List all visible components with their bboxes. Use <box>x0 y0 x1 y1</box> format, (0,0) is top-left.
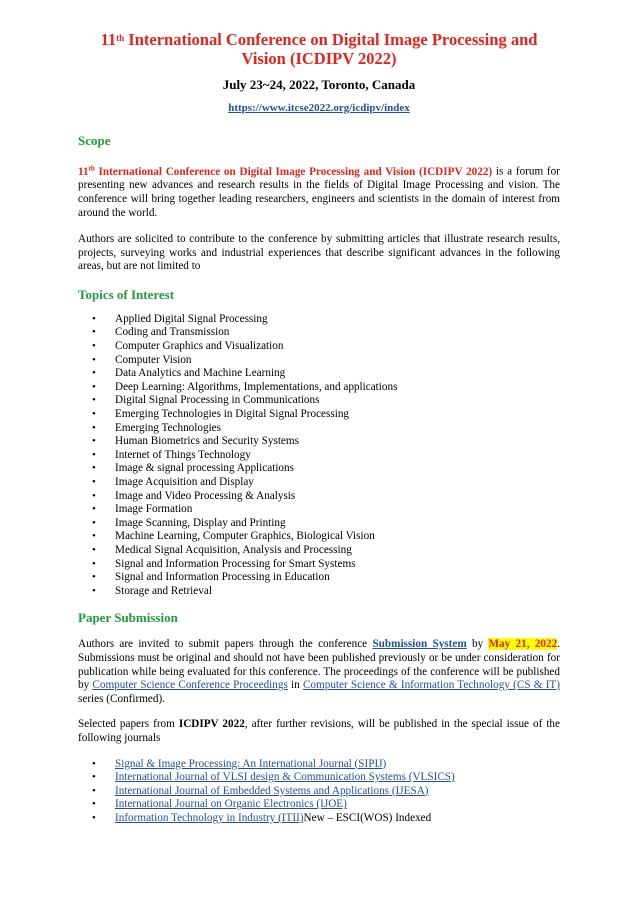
conference-url-link[interactable]: https://www.itcse2022.org/icdipv/index <box>228 102 410 114</box>
topic-item: • Internet of Things Technology <box>115 449 560 463</box>
topic-item: • Data Analytics and Machine Learning <box>115 367 560 381</box>
topic-item: • Storage and Retrieval <box>115 585 560 599</box>
journal-item <box>115 812 560 826</box>
title-line1: International Conference on Digital Image Processing and <box>124 30 538 49</box>
journal-item <box>115 771 560 785</box>
conference-dates: July 23~24, 2022, Toronto, Canada <box>222 77 416 92</box>
submission-deadline: May 21, 2022 <box>488 638 558 651</box>
topics-list <box>78 313 560 598</box>
topic-item: • Machine Learning, Computer Graphics, Biological Vision <box>115 530 560 544</box>
topic-item: • Medical Signal Acquisition, Analysis and Processing <box>115 544 560 558</box>
topic-item: • Image Acquisition and Display <box>115 476 560 490</box>
submission-text-c: . Submissions must be original and should not have been published previously or be under consideration for publication while being evaluated for this conference. The proceedings of the conference will be published by <box>78 638 561 692</box>
journals-conf-name: ICDIPV 2022 <box>178 718 245 731</box>
journal-link[interactable]: International Journal of VLSI design & Communication Systems (VLSICS) <box>115 771 455 784</box>
scope-paragraph-2: Authors are solicited to contribute to the conference by submitting articles that illustrate research results, projects, surveying works and industrial experiences that describe significant advances in the following areas, but are not limited to <box>78 233 560 273</box>
scope-heading: Scope <box>78 133 111 148</box>
title-number: 11 <box>100 30 117 49</box>
journal-link[interactable]: Signal & Image Processing: An International Journal (SIPIJ) <box>115 757 387 770</box>
submission-paragraph <box>78 638 560 706</box>
journal-item <box>115 798 560 812</box>
topic-item: • Deep Learning: Algorithms, Implementations, and applications <box>115 381 560 395</box>
topic-item: • Coding and Transmission <box>115 326 560 340</box>
topic-item: • Computer Vision <box>115 354 560 368</box>
journals-text-a: Selected papers from <box>78 718 179 731</box>
csit-series-link[interactable]: Computer Science & Information Technology (CS & IT) <box>302 679 560 692</box>
topic-item: • Emerging Technologies <box>115 422 560 436</box>
topics-heading: Topics of Interest <box>78 286 175 302</box>
journal-item <box>115 758 560 772</box>
journal-link[interactable]: Information Technology in Industry (ITII) <box>115 811 304 824</box>
conference-url-wrap <box>78 102 560 115</box>
scope-p1-text: is a forum for presenting new advances and research results in the fields of Digital Image Processing and vision. The conference will bring together leading researchers, engineers and scientists in the domain of interest from around the world. <box>78 165 560 219</box>
submission-system-link[interactable]: Submission System <box>372 638 467 651</box>
topic-item: • Computer Graphics and Visualization <box>115 340 560 354</box>
journal-item <box>115 785 560 799</box>
topic-item: • Human Biometrics and Security Systems <box>115 435 560 449</box>
topic-item: • Image Formation <box>115 503 560 517</box>
title-ordinal: th <box>116 33 125 43</box>
journal-link[interactable]: International Journal of Embedded Systems and Applications (IJESA) <box>115 784 429 797</box>
submission-text-e: series (Confirmed). <box>78 692 165 705</box>
topic-item: • Emerging Technologies in Digital Signal Processing <box>115 408 560 422</box>
scope-number: 11 <box>78 165 89 178</box>
topic-item: • Signal and Information Processing for Smart Systems <box>115 558 560 572</box>
submission-text-b: by <box>466 638 489 651</box>
journals-text-b: , after further revisions, will be published in the special issue of the following journals <box>78 718 560 744</box>
journal-index-note: New – ESCI(WOS) Indexed <box>303 811 432 824</box>
scope-paragraph-1 <box>78 162 560 220</box>
conference-title <box>78 30 560 68</box>
topic-item: • Signal and Information Processing in Education <box>115 571 560 585</box>
journal-link[interactable]: International Journal on Organic Electronics (IJOE) <box>115 798 347 811</box>
title-line2: Vision (ICDIPV 2022) <box>241 49 397 68</box>
scope-ordinal: th <box>88 164 95 172</box>
submission-text-a: Authors are invited to submit papers through the conference <box>78 638 373 651</box>
topic-item: • Image Scanning, Display and Printing <box>115 517 560 531</box>
journals-list <box>78 758 560 826</box>
proceedings-link[interactable]: Computer Science Conference Proceedings <box>92 679 288 692</box>
topic-item: • Digital Signal Processing in Communications <box>115 394 560 408</box>
topic-item: • Image and Video Processing & Analysis <box>115 490 560 504</box>
paper-submission-heading: Paper Submission <box>78 610 178 626</box>
submission-text-d: in <box>287 679 303 692</box>
topic-item: • Applied Digital Signal Processing <box>115 313 560 327</box>
scope-name-text: International Conference on Digital Image Processing and Vision (ICDIPV 2022) <box>94 165 493 178</box>
scope-conference-name <box>78 166 492 178</box>
topic-item: • Image & signal processing Applications <box>115 462 560 476</box>
journals-paragraph <box>78 718 560 745</box>
